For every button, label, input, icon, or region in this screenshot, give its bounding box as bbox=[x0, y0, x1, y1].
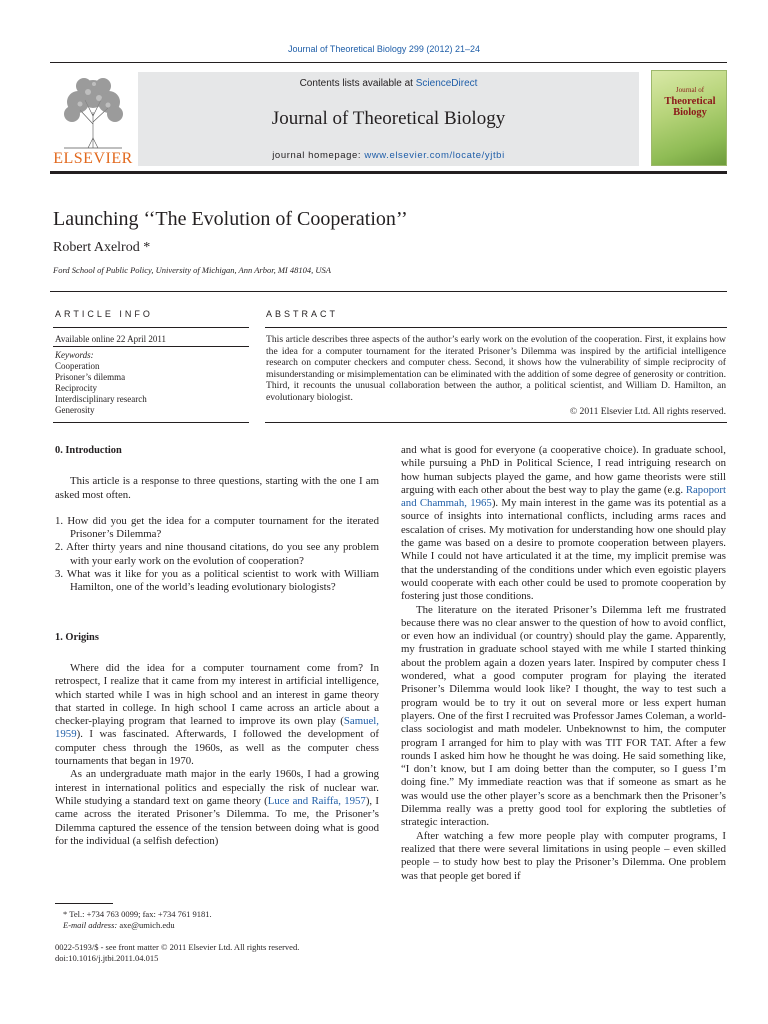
right-paragraph-1 bbox=[401, 444, 726, 604]
cover-small-text: Journal of bbox=[675, 86, 705, 94]
question-item: 2. After thirty years and nine thousand citations, do you see any problem with your early work on the evolution of cooperation? bbox=[55, 541, 379, 567]
right-p1-text-a: and what is good for everyone (a cooperative choice). In graduate school, while pursuing a PhD in Political Science, I read intriguing research on how human subjects played the game, and how game theorists were still arguing with each other about the best way to play the game (e.g. bbox=[401, 444, 726, 496]
cover-title-line2: Biology bbox=[673, 107, 707, 118]
origins-p1-text-a: Where did the idea for a computer tournament come from? In retrospect, I realize that it came from my interest in artificial intelligence, which started while I was in high school and an interest in game theory that started in college. In high school I came across an article about a checker-playing program that learned to improve its own play ( bbox=[55, 661, 379, 728]
keyword: Generosity bbox=[55, 405, 95, 415]
origins-p2-text-a: As an undergraduate math major in the early 1960s, I had a growing interest in international politics and especially the risk of nuclear war. While studying a standard text on game theory ( bbox=[55, 768, 379, 807]
article-info-heading: ARTICLE INFO bbox=[55, 309, 153, 319]
abstract-text: This article describes three aspects of the author’s early work on the evolution of the cooperation. First, it explains how the idea for a computer tournament for the iterated Prisoner’s Dilemma was inspired by the artificial intelligence research on computer checkers and computer chess. Second, it shows how the vulnerability of simple reciprocity of misunderstanding or misimplementation can be eliminated with the addition of some degree of generosity or contrition. Third, it recounts the unusual collaboration between the author, a political scientist, and William D. Hamilton, an evolutionary biologist. bbox=[266, 334, 726, 403]
abstract-heading: ABSTRACT bbox=[266, 309, 339, 319]
body-column-right bbox=[401, 444, 726, 883]
article-title: Launching ‘‘The Evolution of Cooperation’’ bbox=[53, 208, 408, 230]
origins-paragraph-2 bbox=[55, 768, 379, 848]
keyword: Reciprocity bbox=[55, 383, 97, 393]
front-matter-line: 0022-5193/$ - see front matter © 2011 Elsevier Ltd. All rights reserved. bbox=[55, 942, 300, 952]
citation-link-samuel[interactable]: Samuel, 1959 bbox=[55, 715, 379, 741]
questions-list bbox=[55, 515, 379, 595]
sciencedirect-link[interactable]: ScienceDirect bbox=[415, 78, 478, 89]
homepage-prefix: journal homepage: bbox=[272, 150, 365, 161]
contents-prefix: Contents lists available at bbox=[299, 78, 416, 89]
elsevier-tree-icon bbox=[52, 72, 134, 150]
author-name[interactable]: Robert Axelrod * bbox=[53, 240, 151, 255]
info-rule-middle bbox=[53, 346, 249, 347]
keywords-list bbox=[55, 350, 147, 416]
header-bottom-rule bbox=[50, 171, 727, 174]
doi-line[interactable]: doi:10.1016/j.jtbi.2011.04.015 bbox=[55, 953, 159, 963]
elsevier-logo bbox=[52, 72, 134, 168]
right-paragraph-2: The literature on the iterated Prisoner’s Dilemma left me frustrated because there was no clear answer to the question of how to avoid conflict, or even how an individual (or country) should play the game. Apparently, my frustration in graduate school stayed with me while I started thinking about the problem again a dozen years later. Inspired by computer chess I wondered, what a good computer program for playing the iterated Prisoner’s Dilemma would look like? I thought, the way to test such a program would be to try it out on several more or less expert human players. One of the first I recruited was Professor James Coleman, a world-class sociologist and math modeler. Unbeknownst to him, the computer program I arranged for him to play with was TIT FOR TAT. After a few rounds I asked him how he thought he was doing. He said something like, “I don’t know, but I am doing better than the computer, so I guess I’m doing fine.” My immediate reaction was that if someone as smart as he was would use the other player’s score as a benchmark then the Prisoner’s Dilemma really was a pretty good tool for exploring the subtleties of strategic interaction. bbox=[401, 603, 727, 829]
introduction-heading: 0. Introduction bbox=[55, 445, 122, 456]
footnote-contact: * Tel.: +734 763 0099; fax: +734 761 9181. bbox=[63, 909, 212, 919]
keyword: Cooperation bbox=[55, 361, 100, 371]
author-footnote bbox=[63, 909, 212, 931]
question-item: 3. What was it like for you as a political scientist to work with William Hamilton, one of the world’s leading evolutionary biologists? bbox=[55, 568, 379, 594]
journal-citation[interactable]: Journal of Theoretical Biology 299 (2012) 21–24 bbox=[288, 44, 480, 54]
homepage-line bbox=[138, 150, 639, 161]
right-p1-text-b: ). My main interest in the game was its potential as a source of insights into international conflicts, including arms races and escalation of crises. My motivation for understanding how one should play the game was based on a desire to promote cooperation between players. While I could not have articulated it at the time, my implicit premise was that the understanding of the conditions under which even egoistic players would cooperate with each other could be used to promote cooperation by fostering just those conditions. bbox=[401, 497, 726, 603]
publisher-name: ELSEVIER bbox=[53, 150, 133, 167]
abstract-rule-top bbox=[265, 327, 727, 328]
origins-paragraph-1 bbox=[55, 662, 379, 768]
homepage-link[interactable]: www.elsevier.com/locate/yjtbi bbox=[364, 150, 505, 161]
journal-cover-image bbox=[651, 70, 727, 166]
question-item: 1. How did you get the idea for a computer tournament for the iterated Prisoner’s Dilemma? bbox=[55, 514, 379, 541]
title-divider bbox=[50, 291, 727, 292]
abstract-rule-bottom bbox=[265, 422, 727, 423]
author-affiliation: Ford School of Public Policy, University of Michigan, Ann Arbor, MI 48104, USA bbox=[53, 265, 331, 275]
front-matter bbox=[55, 942, 299, 964]
keyword: Prisoner’s dilemma bbox=[55, 372, 126, 382]
contents-line bbox=[138, 78, 639, 89]
info-rule-top bbox=[53, 327, 249, 328]
introduction-paragraph: This article is a response to three questions, starting with the one I am asked most often. bbox=[55, 475, 379, 501]
journal-name: Journal of Theoretical Biology bbox=[271, 108, 506, 129]
cover-title bbox=[656, 85, 724, 118]
keyword: Interdisciplinary research bbox=[55, 394, 147, 404]
info-rule-bottom bbox=[53, 422, 249, 423]
origins-p1-text-b: ). I was fascinated. Afterwards, I followed the development of computer chess through the 1960s, as well as the computer chess tournaments that began in 1970. bbox=[55, 728, 379, 768]
cover-title-line1: Theoretical bbox=[664, 96, 716, 107]
email-label: E-mail address: bbox=[63, 920, 118, 930]
footnote-email-line bbox=[63, 920, 212, 931]
footnote-rule bbox=[55, 903, 113, 904]
citation-link-luce-raiffa[interactable]: Luce and Raiffa, 1957 bbox=[267, 794, 366, 807]
right-paragraph-3: After watching a few more people play with computer programs, I realized that there were several limitations in using people – even skilled people – to study how best to play the Prisoner’s Dilemma. One problem was that people get bored if bbox=[401, 829, 726, 882]
keywords-label: Keywords: bbox=[55, 350, 94, 360]
body-column-left bbox=[55, 444, 379, 848]
abstract-copyright: © 2011 Elsevier Ltd. All rights reserved. bbox=[569, 406, 726, 417]
available-online: Available online 22 April 2011 bbox=[55, 334, 166, 344]
header-top-rule bbox=[50, 62, 727, 63]
origins-p2-text-b: ), I came across the iterated Prisoner’s Dilemma. To me, the Prisoner’s Dilemma captured the essence of the tension between doing what is good for the individual (a selfish defection) bbox=[55, 794, 379, 847]
citation-link-rapoport[interactable]: Rapoport and Chammah, 1965 bbox=[401, 483, 726, 510]
journal-header-box bbox=[138, 72, 639, 166]
origins-heading: 1. Origins bbox=[55, 631, 99, 643]
email-address[interactable]: axe@umich.edu bbox=[117, 920, 175, 930]
